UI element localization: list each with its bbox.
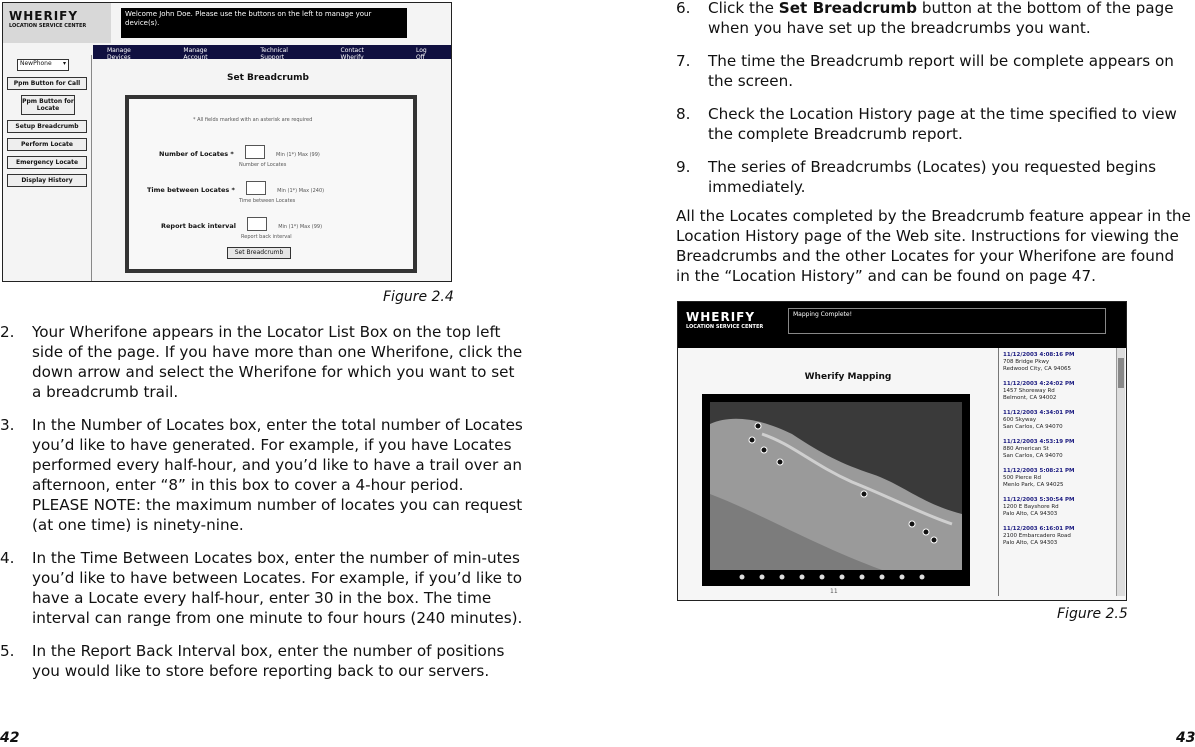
report-back-interval-input[interactable] xyxy=(247,217,267,231)
item-number: 7. xyxy=(676,52,691,70)
field-row xyxy=(147,177,324,204)
locate-city: Menlo Park, CA 94025 xyxy=(1003,482,1064,488)
figure-2-5-screenshot xyxy=(677,301,1127,601)
list-item xyxy=(1003,468,1116,489)
locates-scrollbar[interactable] xyxy=(1116,348,1125,596)
breadcrumb-marker xyxy=(931,537,937,543)
scrollbar-thumb[interactable] xyxy=(1118,358,1124,388)
item-text: The series of Breadcrumbs (Locates) you requested begins immediately. xyxy=(708,158,1157,196)
breadcrumb-form xyxy=(125,95,417,273)
list-item xyxy=(0,641,525,681)
locate-time[interactable]: 11/12/2003 6:16:01 PM xyxy=(1003,526,1075,532)
breadcrumb-marker xyxy=(755,423,761,429)
breadcrumb-marker xyxy=(861,491,867,497)
logo-text: WHERIFY xyxy=(686,310,756,324)
locate-city: Palo Alto, CA 94303 xyxy=(1003,511,1058,517)
page-dot xyxy=(800,575,805,580)
locate-time[interactable]: 11/12/2003 5:08:21 PM xyxy=(1003,468,1075,474)
locate-address: 1457 Shoreway Rd xyxy=(1003,388,1055,394)
content-divider xyxy=(91,55,92,281)
side-btn-perform-locate[interactable]: Perform Locate xyxy=(7,138,87,151)
locate-address: 600 Skyway xyxy=(1003,417,1037,423)
field-row xyxy=(161,213,322,240)
page-dot xyxy=(840,575,845,580)
time-between-locates-input[interactable] xyxy=(246,181,266,195)
field-label: Report back interval xyxy=(161,222,237,230)
status-banner: Mapping Complete! xyxy=(788,308,1106,334)
map-frame xyxy=(702,394,970,586)
item-text-bold: Set Breadcrumb xyxy=(778,0,918,17)
chevron-down-icon: ▾ xyxy=(62,60,66,67)
locate-time[interactable]: 11/12/2003 4:34:01 PM xyxy=(1003,410,1075,416)
locate-address: 880 American St xyxy=(1003,446,1049,452)
list-item xyxy=(1003,526,1116,547)
field-hint: Report back interval xyxy=(241,234,292,240)
locate-address: 708 Bridge Pkwy xyxy=(1003,359,1050,365)
list-item xyxy=(1003,410,1116,431)
number-of-locates-input[interactable] xyxy=(245,145,265,159)
nav-contact-wherify[interactable]: Contact Wherify xyxy=(340,47,364,61)
header-bar xyxy=(678,302,1126,348)
left-steps-list xyxy=(0,322,525,694)
logo-text: WHERIFY xyxy=(9,9,79,23)
locate-address: 2100 Embarcadero Road xyxy=(1003,533,1071,539)
field-range: Min (1*) Max (240) xyxy=(277,188,325,194)
logo-subtitle: LOCATION SERVICE CENTER xyxy=(686,324,764,330)
side-btn-setup-breadcrumb[interactable]: Setup Breadcrumb xyxy=(7,120,87,133)
field-row xyxy=(159,141,320,168)
item-number: 3. xyxy=(0,416,15,434)
figure-2-4-screenshot xyxy=(2,2,452,282)
page-dot xyxy=(780,575,785,580)
breadcrumb-map xyxy=(702,394,970,586)
breadcrumb-marker xyxy=(749,437,755,443)
item-number: 2. xyxy=(0,323,15,341)
locates-panel xyxy=(998,348,1116,596)
list-item xyxy=(676,157,1192,197)
nav-log-off[interactable]: Log Off xyxy=(415,47,427,61)
list-item xyxy=(0,415,525,535)
item-text: In the Number of Locates box, enter the total number of Locates you’d like to have generated. For example, if you have Locates performed every half-hour, and you’d like to have a trail over an afternoon, enter “8” in this box to cover a 4-hour period. PLEASE NOTE: the maximum number of locates you can request (at one time) is ninety-nine. xyxy=(32,416,523,534)
page-dot xyxy=(900,575,905,580)
breadcrumb-marker xyxy=(777,459,783,465)
form-title: Set Breadcrumb xyxy=(227,73,309,83)
item-text-pre: Click the xyxy=(708,0,779,17)
locate-city: San Carlos, CA 94070 xyxy=(1003,453,1063,459)
list-item xyxy=(0,322,525,402)
item-text: In the Report Back Interval box, enter the number of positions you would like to store before reporting back to our servers. xyxy=(32,642,505,680)
page-dot xyxy=(820,575,825,580)
side-btn-ppm-locate[interactable]: Ppm Button for Locate xyxy=(21,95,75,115)
map-title: Wherify Mapping xyxy=(804,372,892,382)
side-btn-ppm-call[interactable]: Ppm Button for Call xyxy=(7,77,87,90)
locate-city: Redwood City, CA 94065 xyxy=(1003,366,1072,372)
field-label: Number of Locates * xyxy=(159,150,234,158)
list-item xyxy=(1003,352,1116,373)
list-item xyxy=(676,104,1192,144)
locate-time[interactable]: 11/12/2003 4:08:16 PM xyxy=(1003,352,1075,358)
figure-caption: Figure 2.4 xyxy=(383,289,454,305)
top-nav xyxy=(93,45,451,59)
locate-address: 500 Pierce Rd xyxy=(1003,475,1041,481)
field-hint: Number of Locates xyxy=(239,162,287,168)
list-item xyxy=(1003,497,1116,518)
locate-city: San Carlos, CA 94070 xyxy=(1003,424,1063,430)
nav-manage-devices[interactable]: Manage Devices xyxy=(107,47,131,61)
page-dot xyxy=(760,575,765,580)
page-dot xyxy=(920,575,925,580)
locate-address: 1200 E Bayshore Rd xyxy=(1003,504,1059,510)
right-steps-list xyxy=(676,0,1192,210)
item-text: Check the Location History page at the time specified to view the complete Breadcrumb report. xyxy=(708,105,1177,143)
logo-subtitle: LOCATION SERVICE CENTER xyxy=(9,23,87,29)
item-text: Your Wherifone appears in the Locator List Box on the top left side of the page. If you have more than one Wherifone, click the down arrow and select the Wherifone for which you want to set a breadcrumb trail. xyxy=(32,323,523,401)
item-text: In the Time Between Locates box, enter the number of min-utes you’d like to have between Locates. For example, if you’d like to have a Locate every half-hour, enter 30 in the box. The time interval can range from one minute to four hours (240 minutes). xyxy=(32,549,523,627)
field-label: Time between Locates * xyxy=(147,186,235,194)
locate-city: Belmont, CA 94002 xyxy=(1003,395,1057,401)
left-page-number: 42 xyxy=(0,730,20,746)
device-select-value: NewPhone xyxy=(20,60,52,67)
required-note: * All fields marked with an asterisk are required xyxy=(193,117,313,123)
wherify-logo xyxy=(3,3,111,43)
breadcrumb-paragraph: All the Locates completed by the Breadcrumb feature appear in the Location History page of the Web site. Instructions for viewing the Breadcrumbs and the other Locates for your Wherifone are found in the “Location History” and can be found on page 47. xyxy=(676,207,1191,285)
set-breadcrumb-button[interactable]: Set Breadcrumb xyxy=(227,247,291,259)
nav-manage-account[interactable]: Manage Account xyxy=(183,47,208,61)
breadcrumb-marker xyxy=(761,447,767,453)
list-item xyxy=(0,548,525,628)
field-hint: Time between Locates xyxy=(239,198,296,204)
page-dot xyxy=(740,575,745,580)
item-number: 9. xyxy=(676,158,691,176)
device-select[interactable] xyxy=(17,59,69,71)
page-dot xyxy=(880,575,885,580)
page-dot xyxy=(860,575,865,580)
item-number: 4. xyxy=(0,549,15,567)
side-btn-emergency-locate[interactable]: Emergency Locate xyxy=(7,156,87,169)
field-range: Min (1*) Max (99) xyxy=(276,152,320,158)
locate-city: Palo Alto, CA 94303 xyxy=(1003,540,1058,546)
breadcrumb-marker xyxy=(923,529,929,535)
item-text-post: button at the bottom of the page when you have set up the breadcrumbs you want. xyxy=(708,0,1174,37)
locate-time[interactable]: 11/12/2003 5:30:54 PM xyxy=(1003,497,1075,503)
list-item xyxy=(676,51,1192,91)
item-number: 6. xyxy=(676,0,691,17)
field-range: Min (1*) Max (99) xyxy=(278,224,323,230)
map-page-label: 11 xyxy=(830,588,838,595)
item-number: 5. xyxy=(0,642,15,660)
right-page-number: 43 xyxy=(1176,730,1195,746)
list-item xyxy=(1003,381,1116,402)
list-item xyxy=(1003,439,1116,460)
side-panel xyxy=(7,57,87,192)
item-text: The time the Breadcrumb report will be complete appears on the screen. xyxy=(708,52,1174,90)
figure-caption: Figure 2.5 xyxy=(1057,606,1128,622)
list-item xyxy=(676,0,1192,38)
welcome-banner: Welcome John Doe. Please use the buttons on the left to manage your device(s). xyxy=(121,8,407,38)
side-btn-display-history[interactable]: Display History xyxy=(7,174,87,187)
item-number: 8. xyxy=(676,105,691,123)
breadcrumb-marker xyxy=(909,521,915,527)
nav-technical-support[interactable]: Technical Support xyxy=(260,47,288,61)
locate-time[interactable]: 11/12/2003 4:24:02 PM xyxy=(1003,381,1075,387)
locate-time[interactable]: 11/12/2003 4:53:19 PM xyxy=(1003,439,1075,445)
